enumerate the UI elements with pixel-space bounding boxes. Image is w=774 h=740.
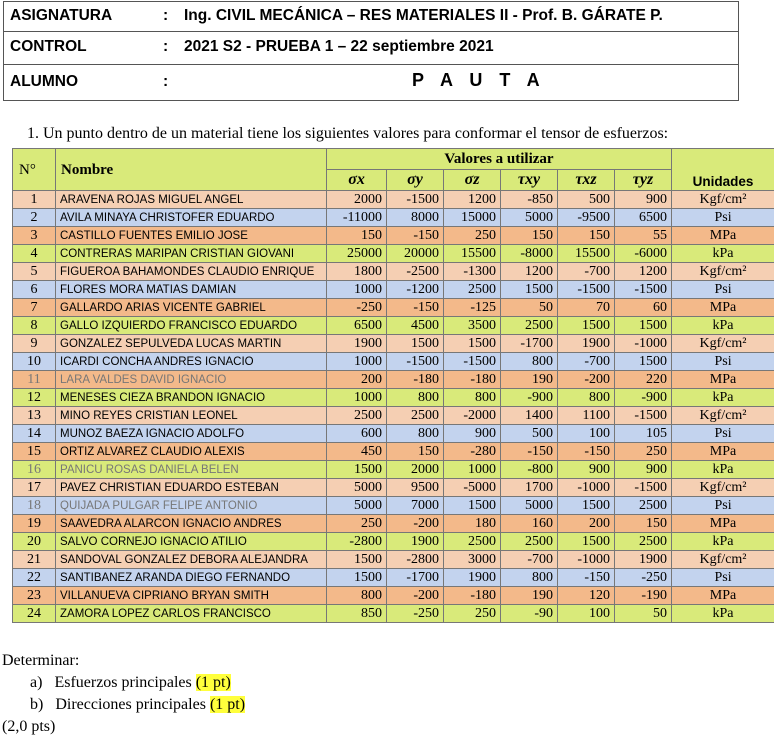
stress-value: 500 xyxy=(501,425,558,443)
table-row xyxy=(13,335,774,353)
stress-value: 120 xyxy=(558,587,615,605)
stress-value: 1500 xyxy=(444,497,501,515)
stress-value: 1100 xyxy=(558,407,615,425)
stress-value: 250 xyxy=(615,443,672,461)
student-name: CONTRERAS MARIPAN CRISTIAN GIOVANI xyxy=(56,245,327,263)
table-row xyxy=(13,281,774,299)
table-row xyxy=(13,569,774,587)
stress-value: 15500 xyxy=(444,245,501,263)
stress-value: 20000 xyxy=(387,245,444,263)
asignatura-value: Ing. CIVIL MECÁNICA – RES MATERIALES II - Prof. B. GÁRATE P. xyxy=(184,7,663,24)
stress-value: 500 xyxy=(558,191,615,209)
stress-value: -150 xyxy=(558,569,615,587)
stress-value: 1500 xyxy=(444,335,501,353)
unit-cell: Kgf/cm² xyxy=(672,335,774,353)
unit-cell: MPa xyxy=(672,227,774,245)
stress-value: -6000 xyxy=(615,245,672,263)
row-number: 17 xyxy=(13,479,56,497)
table-row xyxy=(13,425,774,443)
stress-value: 15000 xyxy=(444,209,501,227)
stress-value: 25000 xyxy=(327,245,387,263)
stress-value: -180 xyxy=(444,371,501,389)
stress-value: 800 xyxy=(558,389,615,407)
stress-value: 800 xyxy=(387,389,444,407)
row-number: 1 xyxy=(13,191,56,209)
stress-value: 5000 xyxy=(501,209,558,227)
row-number: 19 xyxy=(13,515,56,533)
unit-cell: MPa xyxy=(672,443,774,461)
table-row xyxy=(13,245,774,263)
student-name: PANICU ROSAS DANIELA BELEN xyxy=(56,461,327,479)
stress-value: 60 xyxy=(615,299,672,317)
stress-value: 850 xyxy=(327,605,387,623)
stress-value: 100 xyxy=(558,605,615,623)
stress-value: -900 xyxy=(615,389,672,407)
stress-value: -150 xyxy=(558,443,615,461)
stress-value: 5000 xyxy=(327,479,387,497)
row-number: 22 xyxy=(13,569,56,587)
stress-value: 1200 xyxy=(615,263,672,281)
stress-value: -5000 xyxy=(444,479,501,497)
row-number: 7 xyxy=(13,299,56,317)
stress-value: 1200 xyxy=(501,263,558,281)
stress-value: 8000 xyxy=(387,209,444,227)
stress-value: -1300 xyxy=(444,263,501,281)
stress-value: 1500 xyxy=(327,461,387,479)
table-row xyxy=(13,353,774,371)
student-name: ICARDI CONCHA ANDRES IGNACIO xyxy=(56,353,327,371)
stress-value: -2800 xyxy=(327,533,387,551)
table-row xyxy=(13,461,774,479)
unit-cell: MPa xyxy=(672,299,774,317)
stress-value: 50 xyxy=(615,605,672,623)
table-row xyxy=(13,533,774,551)
row-number: 3 xyxy=(13,227,56,245)
student-name: VILLANUEVA CIPRIANO BRYAN SMITH xyxy=(56,587,327,605)
stress-value: -700 xyxy=(558,263,615,281)
student-name: GALLO IZQUIERDO FRANCISCO EDUARDO xyxy=(56,317,327,335)
stress-value: 1200 xyxy=(444,191,501,209)
stress-value: 450 xyxy=(327,443,387,461)
stress-value: -1500 xyxy=(387,353,444,371)
stress-value: 1000 xyxy=(327,353,387,371)
value-header: σz xyxy=(444,170,501,191)
table-row xyxy=(13,299,774,317)
row-number: 12 xyxy=(13,389,56,407)
alumno-value: P A U T A xyxy=(412,70,546,90)
unit-cell: Kgf/cm² xyxy=(672,479,774,497)
stress-value: -2800 xyxy=(387,551,444,569)
stress-value: -1200 xyxy=(387,281,444,299)
student-name: PAVEZ CHRISTIAN EDUARDO ESTEBAN xyxy=(56,479,327,497)
stress-value: 105 xyxy=(615,425,672,443)
unit-cell: Kgf/cm² xyxy=(672,191,774,209)
table-row xyxy=(13,515,774,533)
value-header: τxz xyxy=(558,170,615,191)
student-name: ARAVENA ROJAS MIGUEL ANGEL xyxy=(56,191,327,209)
stress-value: 1900 xyxy=(615,551,672,569)
student-name: SALVO CORNEJO IGNACIO ATILIO xyxy=(56,533,327,551)
stress-value: -200 xyxy=(387,587,444,605)
stress-value: 250 xyxy=(444,227,501,245)
col-name-header: Nombre xyxy=(56,149,327,191)
student-name: SANTIBANEZ ARANDA DIEGO FERNANDO xyxy=(56,569,327,587)
stress-value: 100 xyxy=(558,425,615,443)
row-number: 10 xyxy=(13,353,56,371)
stress-value: -1000 xyxy=(558,551,615,569)
stress-value: 2500 xyxy=(501,533,558,551)
stress-value: -150 xyxy=(501,443,558,461)
stress-value: 1000 xyxy=(444,461,501,479)
table-row xyxy=(13,263,774,281)
table-row xyxy=(13,317,774,335)
unit-cell: Kgf/cm² xyxy=(672,551,774,569)
stress-value: 6500 xyxy=(327,317,387,335)
stress-value: 2500 xyxy=(387,407,444,425)
stress-value: 800 xyxy=(501,353,558,371)
stress-value: 1500 xyxy=(558,497,615,515)
stress-value: 2500 xyxy=(444,281,501,299)
value-header: σy xyxy=(387,170,444,191)
row-number: 2 xyxy=(13,209,56,227)
student-name: LARA VALDES DAVID IGNACIO xyxy=(56,371,327,389)
stress-value: -250 xyxy=(387,605,444,623)
unit-cell: MPa xyxy=(672,587,774,605)
student-name: MENESES CIEZA BRANDON IGNACIO xyxy=(56,389,327,407)
stress-value: -800 xyxy=(501,461,558,479)
stress-value: 1900 xyxy=(444,569,501,587)
unit-cell: kPa xyxy=(672,317,774,335)
row-number: 13 xyxy=(13,407,56,425)
stress-value: -1700 xyxy=(501,335,558,353)
divider xyxy=(4,64,738,65)
stress-value: 250 xyxy=(444,605,501,623)
row-number: 14 xyxy=(13,425,56,443)
stress-value: 150 xyxy=(501,227,558,245)
stress-value: 2500 xyxy=(615,497,672,515)
stress-value: 900 xyxy=(558,461,615,479)
row-number: 23 xyxy=(13,587,56,605)
control-value: 2021 S2 - PRUEBA 1 – 22 septiembre 2021 xyxy=(184,38,494,55)
stress-value: 7000 xyxy=(387,497,444,515)
stress-value: -8000 xyxy=(501,245,558,263)
row-number: 16 xyxy=(13,461,56,479)
stress-value: -250 xyxy=(327,299,387,317)
unit-cell: MPa xyxy=(672,371,774,389)
row-number: 9 xyxy=(13,335,56,353)
stress-value: -1500 xyxy=(387,191,444,209)
colon: : xyxy=(163,7,169,24)
stress-value: -200 xyxy=(558,371,615,389)
stress-value: 150 xyxy=(327,227,387,245)
stress-value: 2500 xyxy=(327,407,387,425)
stress-value: 2500 xyxy=(444,533,501,551)
asignatura-label: ASIGNATURA xyxy=(10,7,113,24)
item-a-text: Esfuerzos principales xyxy=(54,674,192,691)
unit-cell: MPa xyxy=(672,515,774,533)
stress-value: 1900 xyxy=(327,335,387,353)
student-name: SAAVEDRA ALARCON IGNACIO ANDRES xyxy=(56,515,327,533)
unit-cell: Psi xyxy=(672,569,774,587)
table-row xyxy=(13,479,774,497)
stress-value: 2500 xyxy=(501,317,558,335)
table-row xyxy=(13,587,774,605)
table-row xyxy=(13,443,774,461)
stress-value: 200 xyxy=(327,371,387,389)
stress-value: -90 xyxy=(501,605,558,623)
stress-value: -900 xyxy=(501,389,558,407)
table-row xyxy=(13,209,774,227)
stress-value: 2000 xyxy=(387,461,444,479)
table-row xyxy=(13,407,774,425)
stress-value: -250 xyxy=(615,569,672,587)
control-label: CONTROL xyxy=(10,38,87,55)
table-row xyxy=(13,497,774,515)
stress-value: 9500 xyxy=(387,479,444,497)
stress-value: 4500 xyxy=(387,317,444,335)
stress-value: 1500 xyxy=(558,317,615,335)
stress-value: 1500 xyxy=(615,353,672,371)
stress-value: -2000 xyxy=(444,407,501,425)
stress-value: 1500 xyxy=(327,551,387,569)
question-text: 1. Un punto dentro de un material tiene los siguientes valores para conformar el tensor de esfuerzos: xyxy=(27,125,669,142)
row-number: 15 xyxy=(13,443,56,461)
unit-cell: kPa xyxy=(672,245,774,263)
unit-cell: Kgf/cm² xyxy=(672,263,774,281)
stress-value: 190 xyxy=(501,371,558,389)
col-units-header: Unidades xyxy=(672,149,774,191)
stress-value: -280 xyxy=(444,443,501,461)
student-name: GONZALEZ SEPULVEDA LUCAS MARTIN xyxy=(56,335,327,353)
stress-value: 1500 xyxy=(558,533,615,551)
stress-value: 5000 xyxy=(501,497,558,515)
row-number: 5 xyxy=(13,263,56,281)
item-a xyxy=(30,674,231,692)
header-box xyxy=(3,1,739,101)
item-a-prefix: a) xyxy=(30,674,43,691)
unit-cell: Psi xyxy=(672,353,774,371)
stress-value: -180 xyxy=(387,371,444,389)
stress-value: -1500 xyxy=(558,281,615,299)
stress-value: 5000 xyxy=(327,497,387,515)
stress-value: -850 xyxy=(501,191,558,209)
unit-cell: Psi xyxy=(672,281,774,299)
item-b-text: Direcciones principales xyxy=(55,696,206,713)
divider xyxy=(4,31,738,32)
unit-cell: kPa xyxy=(672,533,774,551)
stress-value: -190 xyxy=(615,587,672,605)
stress-value: 15500 xyxy=(558,245,615,263)
unit-cell: Psi xyxy=(672,209,774,227)
unit-cell: Psi xyxy=(672,425,774,443)
stress-value: 3000 xyxy=(444,551,501,569)
stress-value: 6500 xyxy=(615,209,672,227)
stress-value: -125 xyxy=(444,299,501,317)
student-name: FIGUEROA BAHAMONDES CLAUDIO ENRIQUE xyxy=(56,263,327,281)
stress-value: -700 xyxy=(558,353,615,371)
stress-value: -1500 xyxy=(615,479,672,497)
row-number: 11 xyxy=(13,371,56,389)
stress-value: 3500 xyxy=(444,317,501,335)
stress-values-table xyxy=(12,148,774,623)
total-points: (2,0 pts) xyxy=(2,718,56,735)
col-num-header: N° xyxy=(13,149,56,191)
student-name: AVILA MINAYA CHRISTOFER EDUARDO xyxy=(56,209,327,227)
stress-value: 50 xyxy=(501,299,558,317)
row-number: 6 xyxy=(13,281,56,299)
stress-value: 1500 xyxy=(501,281,558,299)
stress-value: 600 xyxy=(327,425,387,443)
stress-value: -11000 xyxy=(327,209,387,227)
stress-value: 2000 xyxy=(327,191,387,209)
stress-value: 250 xyxy=(327,515,387,533)
student-name: GALLARDO ARIAS VICENTE GABRIEL xyxy=(56,299,327,317)
student-name: MUNOZ BAEZA IGNACIO ADOLFO xyxy=(56,425,327,443)
student-name: ZAMORA LOPEZ CARLOS FRANCISCO xyxy=(56,605,327,623)
stress-value: -700 xyxy=(501,551,558,569)
table-row xyxy=(13,191,774,209)
stress-value: 1800 xyxy=(327,263,387,281)
stress-value: 1000 xyxy=(327,281,387,299)
student-name: MINO REYES CRISTIAN LEONEL xyxy=(56,407,327,425)
stress-value: 200 xyxy=(558,515,615,533)
stress-value: -1700 xyxy=(387,569,444,587)
student-name: ORTIZ ALVAREZ CLAUDIO ALEXIS xyxy=(56,443,327,461)
value-header: σx xyxy=(327,170,387,191)
stress-value: -1000 xyxy=(615,335,672,353)
stress-value: 55 xyxy=(615,227,672,245)
row-number: 20 xyxy=(13,533,56,551)
unit-cell: kPa xyxy=(672,461,774,479)
table-row xyxy=(13,371,774,389)
stress-value: 70 xyxy=(558,299,615,317)
determinar-label: Determinar: xyxy=(2,652,80,669)
student-name: FLORES MORA MATIAS DAMIAN xyxy=(56,281,327,299)
table-row xyxy=(13,551,774,569)
item-b xyxy=(30,696,245,714)
stress-value: 1900 xyxy=(387,533,444,551)
stress-value: 1500 xyxy=(615,317,672,335)
value-header: τyz xyxy=(615,170,672,191)
stress-value: 150 xyxy=(387,443,444,461)
row-number: 18 xyxy=(13,497,56,515)
row-number: 24 xyxy=(13,605,56,623)
table-row xyxy=(13,389,774,407)
item-b-points: (1 pt) xyxy=(209,696,246,713)
stress-value: -1000 xyxy=(558,479,615,497)
student-name: SANDOVAL GONZALEZ DEBORA ALEJANDRA xyxy=(56,551,327,569)
stress-value: -1500 xyxy=(615,281,672,299)
colon: : xyxy=(163,38,169,55)
stress-value: -200 xyxy=(387,515,444,533)
stress-value: 190 xyxy=(501,587,558,605)
item-a-points: (1 pt) xyxy=(195,674,231,691)
stress-value: 180 xyxy=(444,515,501,533)
stress-value: 1000 xyxy=(327,389,387,407)
stress-value: -1500 xyxy=(615,407,672,425)
value-header: τxy xyxy=(501,170,558,191)
stress-value: 900 xyxy=(615,461,672,479)
stress-value: 1400 xyxy=(501,407,558,425)
stress-value: -150 xyxy=(387,227,444,245)
stress-value: 900 xyxy=(615,191,672,209)
stress-value: 1500 xyxy=(387,335,444,353)
stress-value: 160 xyxy=(501,515,558,533)
alumno-label: ALUMNO xyxy=(10,73,79,90)
stress-value: 1700 xyxy=(501,479,558,497)
unit-cell: kPa xyxy=(672,605,774,623)
stress-value: 1500 xyxy=(327,569,387,587)
stress-value: -150 xyxy=(387,299,444,317)
stress-value: 220 xyxy=(615,371,672,389)
stress-value: 800 xyxy=(501,569,558,587)
stress-value: -2500 xyxy=(387,263,444,281)
stress-value: -1500 xyxy=(444,353,501,371)
stress-value: -9500 xyxy=(558,209,615,227)
stress-value: 150 xyxy=(558,227,615,245)
unit-cell: Psi xyxy=(672,497,774,515)
table-row xyxy=(13,227,774,245)
unit-cell: Kgf/cm² xyxy=(672,407,774,425)
row-number: 21 xyxy=(13,551,56,569)
stress-value: 800 xyxy=(387,425,444,443)
group-header: Valores a utilizar xyxy=(327,149,672,170)
stress-value: -180 xyxy=(444,587,501,605)
table-row xyxy=(13,605,774,623)
stress-value: 900 xyxy=(444,425,501,443)
item-b-prefix: b) xyxy=(30,696,44,713)
row-number: 4 xyxy=(13,245,56,263)
colon: : xyxy=(163,73,169,90)
unit-cell: kPa xyxy=(672,389,774,407)
stress-value: 800 xyxy=(444,389,501,407)
row-number: 8 xyxy=(13,317,56,335)
stress-value: 150 xyxy=(615,515,672,533)
stress-value: 1900 xyxy=(558,335,615,353)
student-name: CASTILLO FUENTES EMILIO JOSE xyxy=(56,227,327,245)
stress-value: 800 xyxy=(327,587,387,605)
stress-value: 2500 xyxy=(615,533,672,551)
student-name: QUIJADA PULGAR FELIPE ANTONIO xyxy=(56,497,327,515)
